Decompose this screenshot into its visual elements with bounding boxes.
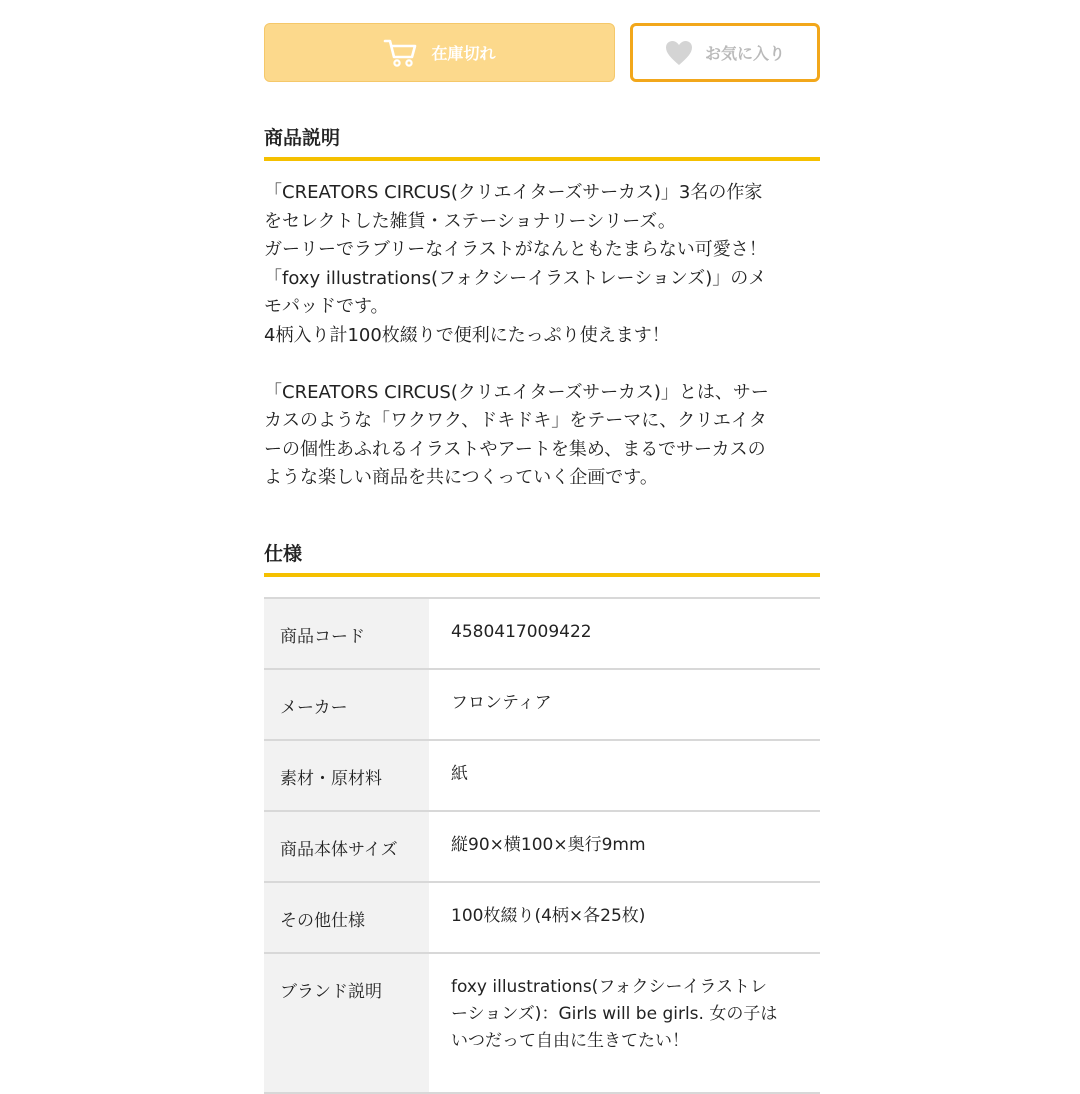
spec-value: 100枚綴り(4柄×各25枚) <box>451 906 646 926</box>
description-line: 「CREATORS CIRCUS(クリエイターズサーカス)」3名の作家 <box>264 182 763 203</box>
spec-label: 商品本体サイズ <box>264 811 429 882</box>
description-line: 「foxy illustrations(フォクシーイラストレーションズ)」のメ <box>264 267 767 289</box>
table-row <box>264 740 820 811</box>
description-line: をセレクトした雑貨・ステーショナリーシリーズ。 <box>264 210 676 232</box>
sold-out-button[interactable] <box>264 23 615 82</box>
spec-label: メーカー <box>264 669 429 740</box>
spec-label: 素材・原材料 <box>264 740 429 811</box>
spec-value: 縦90×横100×奥行9mm <box>451 835 646 855</box>
spec-heading: 仕様 <box>264 539 820 577</box>
spec-label: その他仕様 <box>264 882 429 953</box>
table-row <box>264 882 820 953</box>
brand-line: foxy illustrations(フォクシーイラストレ <box>451 977 767 997</box>
description-line: 4柄入り計100枚綴りで便利にたっぷり使えます！ <box>264 324 670 346</box>
spec-value: フロンティア <box>451 693 552 713</box>
spec-label: 商品コード <box>264 598 429 669</box>
spec-label: ブランド説明 <box>264 953 429 1093</box>
table-row <box>264 669 820 740</box>
description-line: 「CREATORS CIRCUS(クリエイターズサーカス)」とは、サー <box>264 381 769 403</box>
sold-out-label: 在庫切れ <box>431 44 496 63</box>
action-buttons <box>264 23 820 82</box>
cart-icon <box>383 38 419 68</box>
favorite-label: お気に入り <box>704 44 785 63</box>
description-line: カスのような「ワクワク、ドキドキ」をテーマに、クリエイタ <box>264 410 767 432</box>
paragraph-gap <box>264 351 820 379</box>
description-line: モパッドです。 <box>264 296 389 318</box>
brand-line: ーションズ)：Girls will be girls. 女の子は <box>451 1004 778 1024</box>
table-row <box>264 811 820 882</box>
description-line: ガーリーでラブリーなイラストがなんともたまらない可愛さ！ <box>264 239 767 261</box>
favorite-button[interactable] <box>630 23 820 82</box>
spec-value: 紙 <box>451 764 468 784</box>
heart-icon <box>665 40 693 66</box>
table-row <box>264 953 820 1093</box>
description-heading: 商品説明 <box>264 123 820 161</box>
brand-line: いつだって自由に生きてたい！ <box>451 1031 689 1051</box>
table-row <box>264 598 820 669</box>
description-line: ような楽しい商品を共につくっていく企画です。 <box>264 467 658 489</box>
spec-value <box>429 953 820 1093</box>
spec-value: 4580417009422 <box>451 622 592 642</box>
description-body <box>264 179 820 493</box>
spec-table <box>264 597 820 1094</box>
description-line: ーの個性あふれるイラストやアートを集め、まるでサーカスの <box>264 438 766 460</box>
